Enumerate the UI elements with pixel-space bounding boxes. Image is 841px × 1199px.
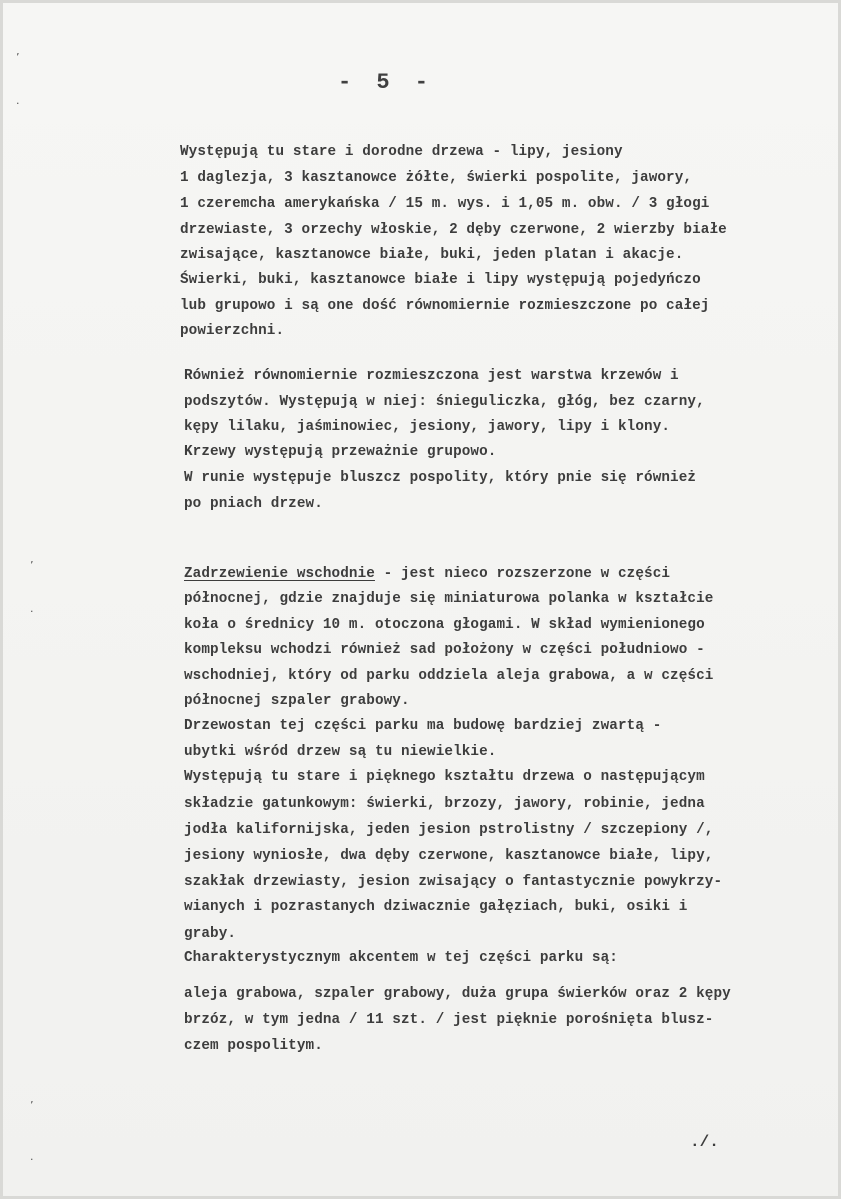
text-line: czem pospolitym. xyxy=(184,1038,323,1054)
margin-mark: ʼ xyxy=(30,1099,34,1112)
margin-mark: · xyxy=(16,97,20,110)
text-line: po pniach drzew. xyxy=(184,496,323,512)
text-line: Świerki, buki, kasztanowce białe i lipy występują pojedyńczo xyxy=(180,272,701,288)
text-line: drzewiaste, 3 orzechy włoskie, 2 dęby czerwone, 2 wierzby białe xyxy=(180,222,727,238)
margin-mark: ʼ xyxy=(30,559,34,572)
text-line: powierzchni. xyxy=(180,323,285,339)
text-line-with-heading xyxy=(184,566,670,582)
text-line: Drzewostan tej części parku ma budowę bardziej zwartą - xyxy=(184,718,662,734)
text-line: szakłak drzewiasty, jesion zwisający o fantastycznie powykrzy- xyxy=(184,874,723,890)
text-line: graby. xyxy=(184,926,237,942)
text-line: północnej, gdzie znajduje się miniaturowa polanka w kształcie xyxy=(184,591,714,607)
continuation-mark: ./. xyxy=(690,1133,719,1151)
text-line: ubytki wśród drzew są tu niewielkie. xyxy=(184,744,497,760)
section-heading: Zadrzewienie wschodnie xyxy=(184,566,375,582)
text-line: Występują tu stare i dorodne drzewa - lipy, jesiony xyxy=(180,144,623,160)
text-line: kępy lilaku, jaśminowiec, jesiony, jawory, lipy i klony. xyxy=(184,419,671,435)
text-line: Również równomiernie rozmieszczona jest warstwa krzewów i xyxy=(184,368,679,384)
text-line: kompleksu wchodzi również sad położony w części południowo - xyxy=(184,642,705,658)
text-line: lub grupowo i są one dość równomiernie rozmieszczone po całej xyxy=(180,298,710,314)
text-line: 1 czeremcha amerykańska / 15 m. wys. i 1,05 m. obw. / 3 głogi xyxy=(180,196,710,212)
text-line: Krzewy występują przeważnie grupowo. xyxy=(184,444,497,460)
text-line: zwisające, kasztanowce białe, buki, jeden platan i akacje. xyxy=(180,247,684,263)
text-line: składzie gatunkowym: świerki, brzozy, jawory, robinie, jedna xyxy=(184,796,705,812)
text-line: aleja grabowa, szpaler grabowy, duża grupa świerków oraz 2 kępy xyxy=(184,986,731,1002)
text-line: - jest nieco rozszerzone w części xyxy=(374,566,671,582)
text-line: brzóz, w tym jedna / 11 szt. / jest pięknie porośnięta blusz- xyxy=(184,1012,714,1028)
text-line: podszytów. Występują w niej: śnieguliczka, głóg, bez czarny, xyxy=(184,394,705,410)
text-line: wschodniej, który od parku oddziela aleja grabowa, a w części xyxy=(184,668,714,684)
text-line: północnej szpaler grabowy. xyxy=(184,693,410,709)
text-line: wianych i pozrastanych dziwacznie gałęziach, buki, osiki i xyxy=(184,899,688,915)
margin-mark: ʼ xyxy=(16,51,20,64)
text-line: jesiony wyniosłe, dwa dęby czerwone, kasztanowce białe, lipy, xyxy=(184,848,714,864)
text-line: W runie występuje bluszcz pospolity, który pnie się również xyxy=(184,470,697,486)
text-line: 1 daglezja, 3 kasztanowce żółte, świerki pospolite, jawory, xyxy=(180,170,693,186)
margin-mark: · xyxy=(30,605,34,618)
text-line: Charakterystycznym akcentem w tej części parku są: xyxy=(184,950,618,966)
page-number: - 5 - xyxy=(338,70,435,95)
text-line: Występują tu stare i pięknego kształtu drzewa o następującym xyxy=(184,769,705,785)
text-line: koła o średnicy 10 m. otoczona głogami. W skład wymienionego xyxy=(184,617,705,633)
margin-mark: · xyxy=(30,1153,34,1166)
text-line: jodła kalifornijska, jeden jesion pstrolistny / szczepiony /, xyxy=(184,822,714,838)
